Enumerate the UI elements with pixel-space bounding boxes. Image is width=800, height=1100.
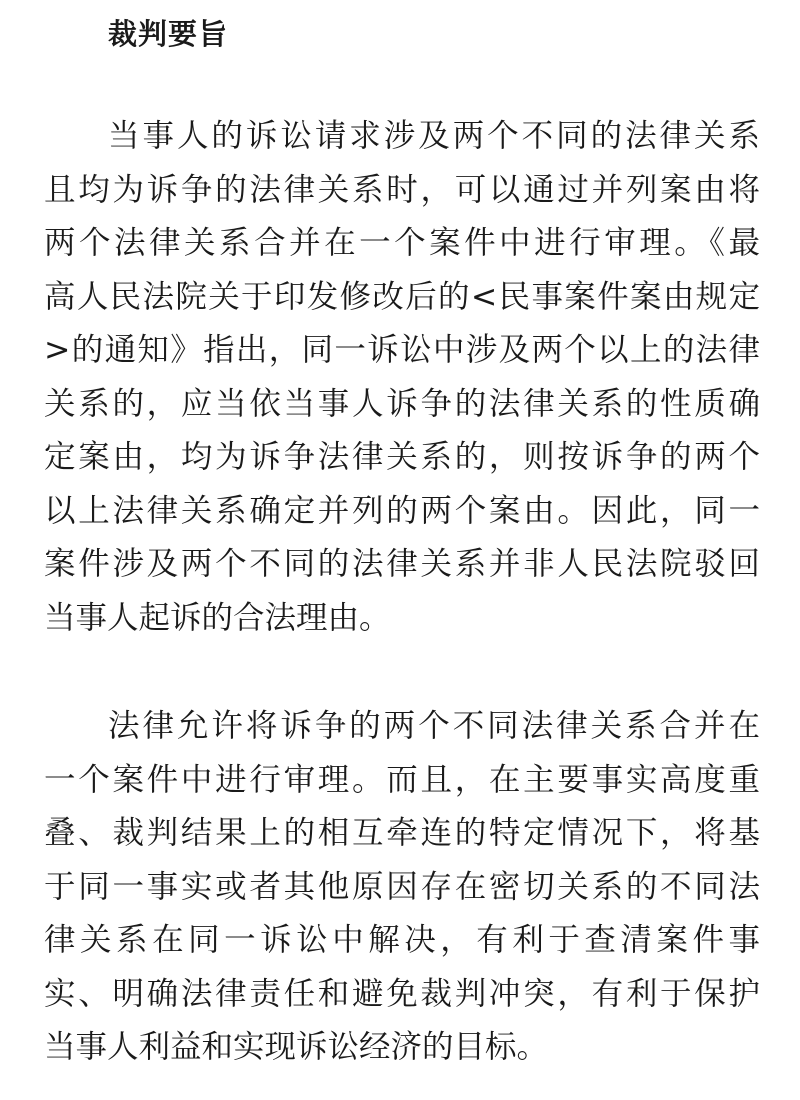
text-line: 案件涉及两个不同的法律关系并非人民法院驳回 xyxy=(44,546,760,582)
section-heading: 裁判要旨 xyxy=(108,17,229,51)
paragraph xyxy=(44,700,760,1075)
text-line: 当事人利益和实现诉讼经济的目标。 xyxy=(44,1029,549,1065)
text-line: 一个案件中进行审理。而且，在主要事实高度重 xyxy=(44,761,760,798)
text-line: 当事人的诉讼请求涉及两个不同的法律关系 xyxy=(108,118,760,154)
text-line: 实、明确法律责任和避免裁判冲突，有利于保护 xyxy=(44,975,760,1012)
text-line: 且均为诉争的法律关系时，可以通过并列案由将 xyxy=(44,171,760,208)
text-line: >的通知》指出，同一诉讼中涉及两个以上的法律 xyxy=(44,332,760,368)
text-line: 高人民法院关于印发修改后的<民事案件案由规定 xyxy=(44,278,760,315)
text-line: 以上法律关系确定并列的两个案由。因此，同一 xyxy=(44,492,760,529)
text-line: 律关系在同一诉讼中解决，有利于查清案件事 xyxy=(44,922,760,958)
text-line: 关系的，应当依当事人诉争的法律关系的性质确 xyxy=(44,385,760,422)
text-line: 两个法律关系合并在一个案件中进行审理。《最 xyxy=(44,225,760,261)
text-line: 当事人起诉的合法理由。 xyxy=(44,599,391,636)
text-line: 定案由，均为诉争法律关系的，则按诉争的两个 xyxy=(44,439,760,475)
text-line: 叠、裁判结果上的相互牵连的特定情况下，将基 xyxy=(44,815,760,851)
text-line: 法律允许将诉争的两个不同法律关系合并在 xyxy=(108,708,760,744)
text-line: 于同一事实或者其他原因存在密切关系的不同法 xyxy=(44,868,760,905)
paragraph xyxy=(44,110,760,645)
